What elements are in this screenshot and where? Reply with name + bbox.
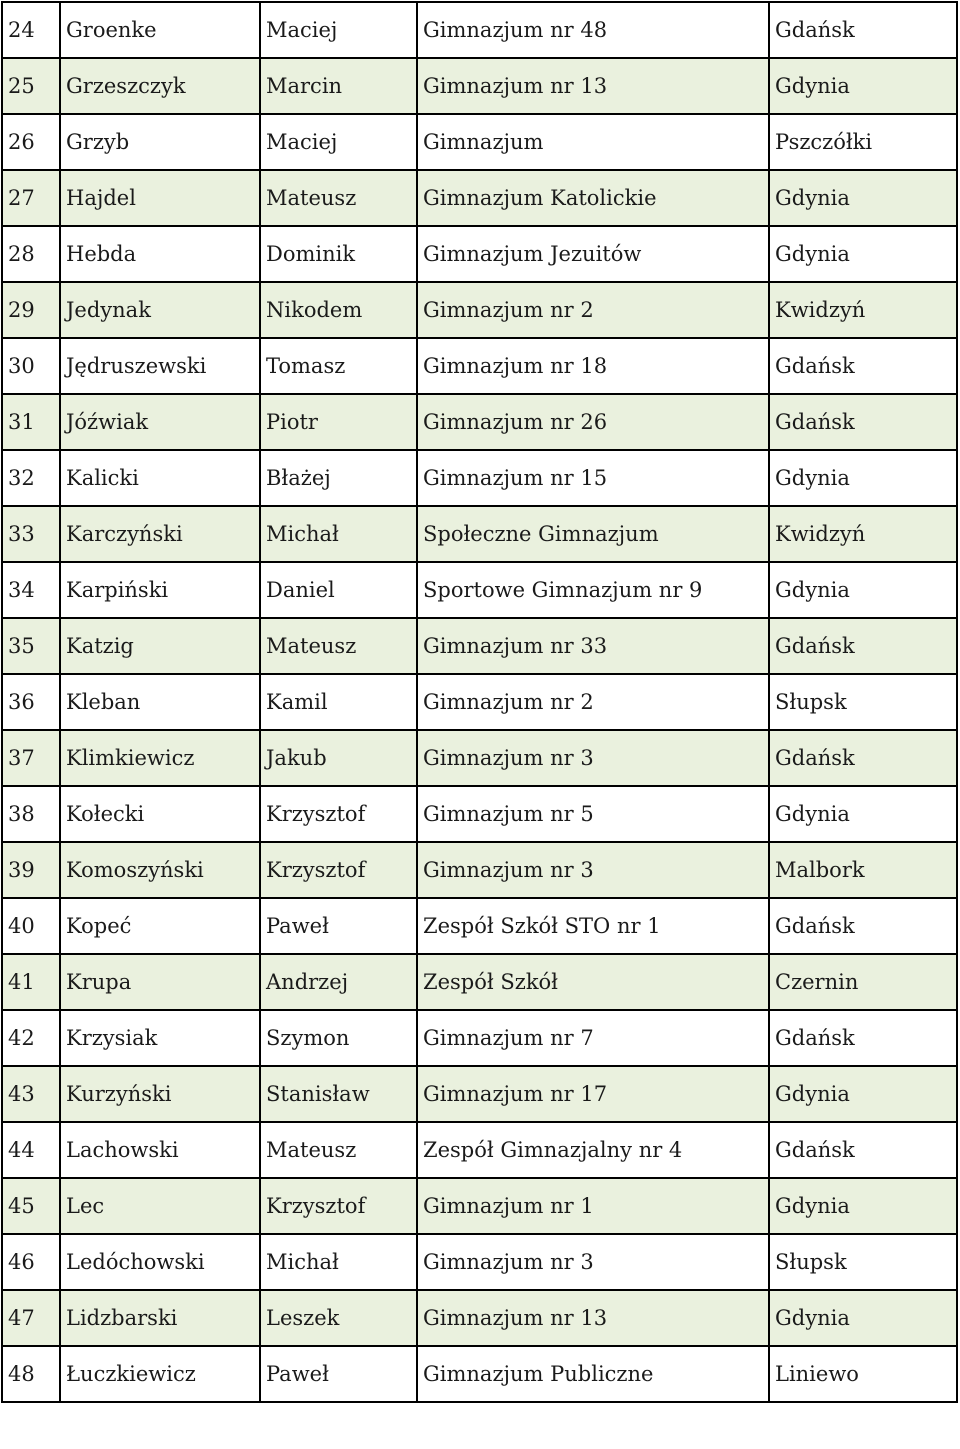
last-name-cell: Krupa bbox=[60, 954, 260, 1010]
school-cell: Gimnazjum nr 2 bbox=[417, 674, 769, 730]
table-row bbox=[2, 282, 957, 338]
row-number-cell: 44 bbox=[2, 1122, 60, 1178]
city-cell: Gdańsk bbox=[769, 1122, 957, 1178]
city-cell: Gdynia bbox=[769, 58, 957, 114]
school-cell: Zespół Szkół STO nr 1 bbox=[417, 898, 769, 954]
first-name-cell: Leszek bbox=[260, 1290, 417, 1346]
first-name-cell: Błażej bbox=[260, 450, 417, 506]
table-row bbox=[2, 114, 957, 170]
row-number-cell: 43 bbox=[2, 1066, 60, 1122]
school-cell: Gimnazjum nr 48 bbox=[417, 2, 769, 58]
first-name-cell: Krzysztof bbox=[260, 1178, 417, 1234]
table-row bbox=[2, 1346, 957, 1402]
school-cell: Gimnazjum nr 17 bbox=[417, 1066, 769, 1122]
table-row bbox=[2, 786, 957, 842]
city-cell: Gdańsk bbox=[769, 730, 957, 786]
table-row bbox=[2, 1066, 957, 1122]
city-cell: Gdynia bbox=[769, 1066, 957, 1122]
row-number-cell: 38 bbox=[2, 786, 60, 842]
table-row bbox=[2, 506, 957, 562]
first-name-cell: Daniel bbox=[260, 562, 417, 618]
table-row bbox=[2, 730, 957, 786]
table-row bbox=[2, 1010, 957, 1066]
first-name-cell: Kamil bbox=[260, 674, 417, 730]
table-row bbox=[2, 898, 957, 954]
last-name-cell: Grzeszczyk bbox=[60, 58, 260, 114]
school-cell: Sportowe Gimnazjum nr 9 bbox=[417, 562, 769, 618]
first-name-cell: Dominik bbox=[260, 226, 417, 282]
city-cell: Czernin bbox=[769, 954, 957, 1010]
school-cell: Gimnazjum Publiczne bbox=[417, 1346, 769, 1402]
city-cell: Malbork bbox=[769, 842, 957, 898]
city-cell: Gdynia bbox=[769, 786, 957, 842]
last-name-cell: Ledóchowski bbox=[60, 1234, 260, 1290]
table-row bbox=[2, 58, 957, 114]
school-cell: Gimnazjum nr 13 bbox=[417, 1290, 769, 1346]
first-name-cell: Andrzej bbox=[260, 954, 417, 1010]
school-cell: Gimnazjum bbox=[417, 114, 769, 170]
first-name-cell: Maciej bbox=[260, 114, 417, 170]
row-number-cell: 34 bbox=[2, 562, 60, 618]
school-cell: Gimnazjum nr 3 bbox=[417, 730, 769, 786]
last-name-cell: Jędruszewski bbox=[60, 338, 260, 394]
last-name-cell: Grzyb bbox=[60, 114, 260, 170]
first-name-cell: Tomasz bbox=[260, 338, 417, 394]
table-row bbox=[2, 562, 957, 618]
school-cell: Gimnazjum Katolickie bbox=[417, 170, 769, 226]
table-row bbox=[2, 226, 957, 282]
row-number-cell: 29 bbox=[2, 282, 60, 338]
city-cell: Liniewo bbox=[769, 1346, 957, 1402]
row-number-cell: 27 bbox=[2, 170, 60, 226]
city-cell: Gdańsk bbox=[769, 898, 957, 954]
row-number-cell: 26 bbox=[2, 114, 60, 170]
first-name-cell: Nikodem bbox=[260, 282, 417, 338]
last-name-cell: Lachowski bbox=[60, 1122, 260, 1178]
school-cell: Gimnazjum nr 15 bbox=[417, 450, 769, 506]
table-row bbox=[2, 170, 957, 226]
last-name-cell: Lidzbarski bbox=[60, 1290, 260, 1346]
row-number-cell: 47 bbox=[2, 1290, 60, 1346]
row-number-cell: 41 bbox=[2, 954, 60, 1010]
table-row bbox=[2, 338, 957, 394]
last-name-cell: Kopeć bbox=[60, 898, 260, 954]
city-cell: Gdańsk bbox=[769, 338, 957, 394]
last-name-cell: Karczyński bbox=[60, 506, 260, 562]
last-name-cell: Groenke bbox=[60, 2, 260, 58]
row-number-cell: 28 bbox=[2, 226, 60, 282]
city-cell: Gdynia bbox=[769, 1178, 957, 1234]
last-name-cell: Kołecki bbox=[60, 786, 260, 842]
table-row bbox=[2, 674, 957, 730]
first-name-cell: Michał bbox=[260, 506, 417, 562]
city-cell: Gdynia bbox=[769, 1290, 957, 1346]
row-number-cell: 24 bbox=[2, 2, 60, 58]
first-name-cell: Paweł bbox=[260, 898, 417, 954]
first-name-cell: Paweł bbox=[260, 1346, 417, 1402]
row-number-cell: 42 bbox=[2, 1010, 60, 1066]
table-row bbox=[2, 1178, 957, 1234]
school-cell: Gimnazjum nr 13 bbox=[417, 58, 769, 114]
last-name-cell: Hebda bbox=[60, 226, 260, 282]
city-cell: Gdynia bbox=[769, 170, 957, 226]
table-row bbox=[2, 450, 957, 506]
table-row bbox=[2, 618, 957, 674]
first-name-cell: Mateusz bbox=[260, 618, 417, 674]
school-cell: Gimnazjum nr 3 bbox=[417, 842, 769, 898]
city-cell: Gdynia bbox=[769, 450, 957, 506]
city-cell: Słupsk bbox=[769, 1234, 957, 1290]
row-number-cell: 45 bbox=[2, 1178, 60, 1234]
city-cell: Gdańsk bbox=[769, 1010, 957, 1066]
row-number-cell: 31 bbox=[2, 394, 60, 450]
school-cell: Zespół Gimnazjalny nr 4 bbox=[417, 1122, 769, 1178]
last-name-cell: Klimkiewicz bbox=[60, 730, 260, 786]
row-number-cell: 35 bbox=[2, 618, 60, 674]
participant-table-body bbox=[2, 2, 957, 1402]
first-name-cell: Mateusz bbox=[260, 170, 417, 226]
school-cell: Gimnazjum nr 26 bbox=[417, 394, 769, 450]
table-row bbox=[2, 1290, 957, 1346]
participant-table bbox=[1, 1, 958, 1403]
row-number-cell: 30 bbox=[2, 338, 60, 394]
first-name-cell: Szymon bbox=[260, 1010, 417, 1066]
city-cell: Gdynia bbox=[769, 226, 957, 282]
row-number-cell: 40 bbox=[2, 898, 60, 954]
last-name-cell: Karpiński bbox=[60, 562, 260, 618]
first-name-cell: Michał bbox=[260, 1234, 417, 1290]
school-cell: Gimnazjum nr 2 bbox=[417, 282, 769, 338]
school-cell: Zespół Szkół bbox=[417, 954, 769, 1010]
school-cell: Gimnazjum Jezuitów bbox=[417, 226, 769, 282]
city-cell: Kwidzyń bbox=[769, 506, 957, 562]
last-name-cell: Katzig bbox=[60, 618, 260, 674]
first-name-cell: Mateusz bbox=[260, 1122, 417, 1178]
city-cell: Pszczółki bbox=[769, 114, 957, 170]
last-name-cell: Jedynak bbox=[60, 282, 260, 338]
school-cell: Gimnazjum nr 33 bbox=[417, 618, 769, 674]
table-row bbox=[2, 842, 957, 898]
first-name-cell: Marcin bbox=[260, 58, 417, 114]
last-name-cell: Lec bbox=[60, 1178, 260, 1234]
last-name-cell: Hajdel bbox=[60, 170, 260, 226]
school-cell: Gimnazjum nr 1 bbox=[417, 1178, 769, 1234]
school-cell: Gimnazjum nr 18 bbox=[417, 338, 769, 394]
last-name-cell: Komoszyński bbox=[60, 842, 260, 898]
city-cell: Gdańsk bbox=[769, 618, 957, 674]
row-number-cell: 33 bbox=[2, 506, 60, 562]
school-cell: Społeczne Gimnazjum bbox=[417, 506, 769, 562]
row-number-cell: 39 bbox=[2, 842, 60, 898]
table-row bbox=[2, 954, 957, 1010]
last-name-cell: Łuczkiewicz bbox=[60, 1346, 260, 1402]
first-name-cell: Maciej bbox=[260, 2, 417, 58]
city-cell: Słupsk bbox=[769, 674, 957, 730]
row-number-cell: 36 bbox=[2, 674, 60, 730]
table-row bbox=[2, 2, 957, 58]
first-name-cell: Stanisław bbox=[260, 1066, 417, 1122]
city-cell: Gdańsk bbox=[769, 2, 957, 58]
last-name-cell: Krzysiak bbox=[60, 1010, 260, 1066]
last-name-cell: Kalicki bbox=[60, 450, 260, 506]
first-name-cell: Piotr bbox=[260, 394, 417, 450]
city-cell: Kwidzyń bbox=[769, 282, 957, 338]
table-row bbox=[2, 394, 957, 450]
school-cell: Gimnazjum nr 3 bbox=[417, 1234, 769, 1290]
row-number-cell: 37 bbox=[2, 730, 60, 786]
school-cell: Gimnazjum nr 5 bbox=[417, 786, 769, 842]
row-number-cell: 48 bbox=[2, 1346, 60, 1402]
row-number-cell: 32 bbox=[2, 450, 60, 506]
row-number-cell: 46 bbox=[2, 1234, 60, 1290]
city-cell: Gdańsk bbox=[769, 394, 957, 450]
school-cell: Gimnazjum nr 7 bbox=[417, 1010, 769, 1066]
first-name-cell: Jakub bbox=[260, 730, 417, 786]
first-name-cell: Krzysztof bbox=[260, 842, 417, 898]
table-row bbox=[2, 1234, 957, 1290]
table-row bbox=[2, 1122, 957, 1178]
row-number-cell: 25 bbox=[2, 58, 60, 114]
last-name-cell: Kurzyński bbox=[60, 1066, 260, 1122]
last-name-cell: Jóźwiak bbox=[60, 394, 260, 450]
first-name-cell: Krzysztof bbox=[260, 786, 417, 842]
last-name-cell: Kleban bbox=[60, 674, 260, 730]
city-cell: Gdynia bbox=[769, 562, 957, 618]
